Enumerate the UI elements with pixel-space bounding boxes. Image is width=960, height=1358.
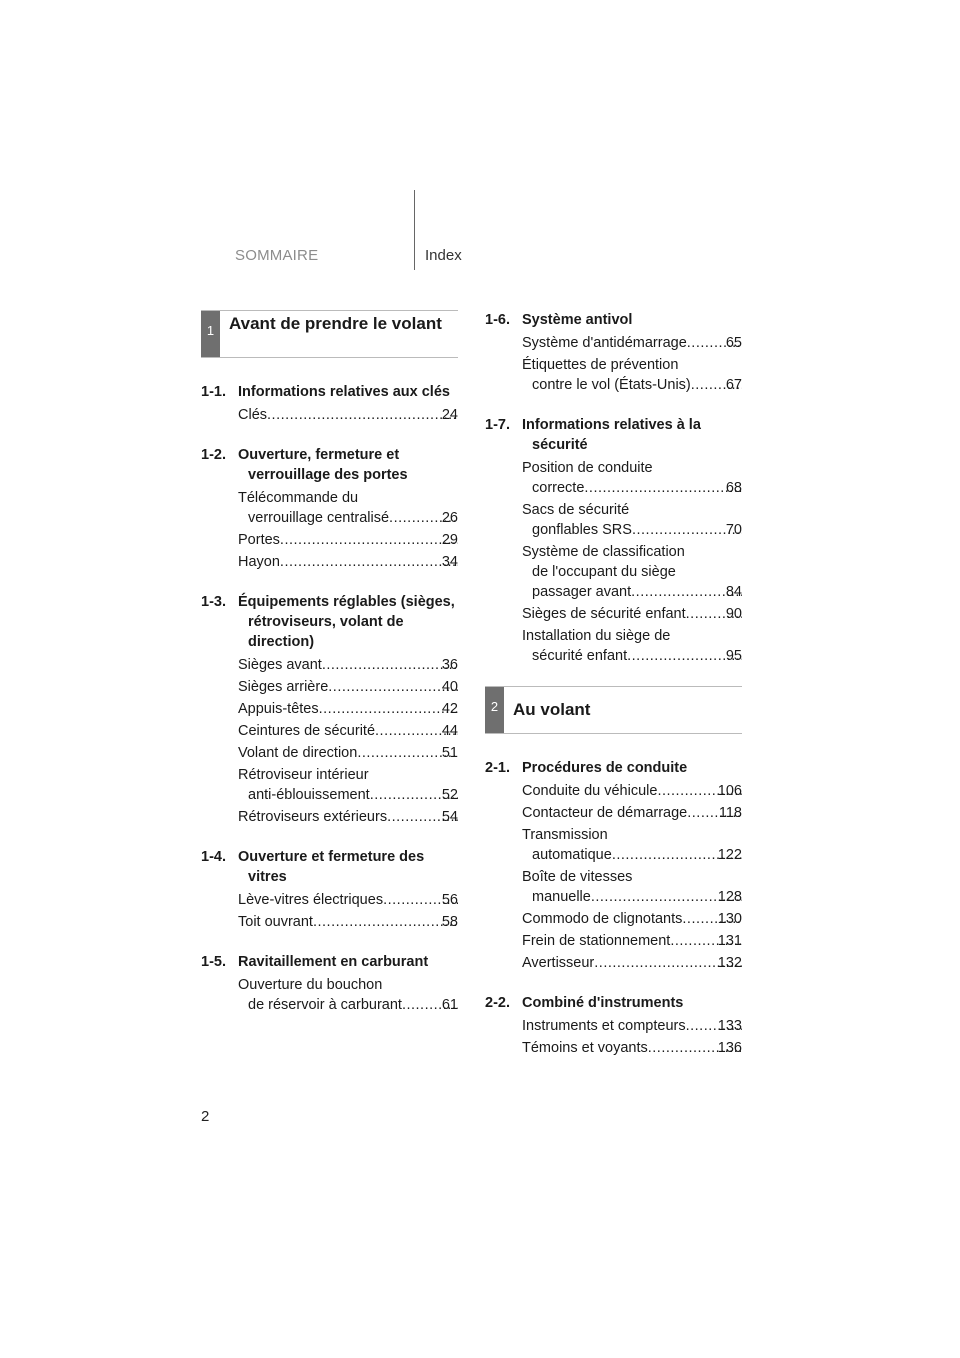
subsection-title: Équipements réglables (sièges, rétroviseurs, volant de direction)	[238, 594, 455, 650]
entry-text-line: Boîte de vitesses	[522, 869, 633, 885]
entry-leader	[238, 807, 458, 827]
entry-label: Toit ouvrant	[238, 914, 313, 930]
entry-page-number: 131	[717, 933, 742, 949]
entry-leader	[238, 995, 458, 1015]
subsection-number: 1-3.	[201, 594, 226, 610]
entry-page-number: 54	[441, 809, 458, 825]
entry-text-line: Position de conduite	[522, 460, 653, 476]
entry-page-number: 90	[725, 606, 742, 622]
entry-page-number: 34	[441, 554, 458, 570]
toc-entry[interactable]	[238, 530, 458, 550]
entry-label: Sièges arrière	[238, 679, 329, 695]
entry-label: Lève-vitres électriques	[238, 892, 384, 908]
entry-page-number: 42	[441, 701, 458, 717]
entry-leader	[522, 582, 742, 602]
entry-leader	[238, 655, 458, 675]
entry-label: anti-éblouissement	[248, 787, 370, 803]
toc-entry[interactable]	[238, 488, 458, 528]
entry-label: Hayon	[238, 554, 280, 570]
subsection-heading[interactable]	[201, 592, 458, 652]
entry-label: passager avant	[532, 584, 632, 600]
toc-entry[interactable]	[522, 604, 742, 624]
entry-page-number: 51	[441, 745, 458, 761]
subsection-title: Informations relatives à la sécurité	[522, 417, 701, 453]
subsection-number: 2-1.	[485, 760, 510, 776]
subsection-heading[interactable]	[485, 415, 742, 455]
entry-label: Portes	[238, 532, 280, 548]
entry-page-number: 24	[441, 407, 458, 423]
subsection-heading[interactable]	[201, 952, 458, 972]
subsection-heading[interactable]	[201, 847, 458, 887]
toc-entry[interactable]	[522, 1038, 742, 1058]
entry-page-number: 95	[725, 648, 742, 664]
toc-subsection	[201, 592, 458, 827]
toc-entry[interactable]	[238, 655, 458, 675]
toc-entry[interactable]	[238, 807, 458, 827]
toc-right-column	[485, 310, 742, 1078]
toc-entry[interactable]	[522, 909, 742, 929]
subsection-number: 1-2.	[201, 447, 226, 463]
toc-subsection	[485, 415, 742, 666]
subsection-title: Ouverture, fermeture et verrouillage des portes	[238, 447, 408, 483]
toc-entry[interactable]	[238, 552, 458, 572]
subsection-number: 1-5.	[201, 954, 226, 970]
toc-entry[interactable]	[238, 890, 458, 910]
entry-leader	[238, 743, 458, 763]
page-number: 2	[201, 1108, 210, 1125]
entry-label: Commodo de clignotants	[522, 911, 683, 927]
entry-label: Conduite du véhicule	[522, 783, 658, 799]
section-header	[201, 310, 458, 358]
entry-leader	[238, 677, 458, 697]
entry-label: gonflables SRS	[532, 522, 632, 538]
entry-label: verrouillage centralisé	[248, 510, 390, 526]
subsection-title: Procédures de conduite	[522, 760, 688, 776]
entry-leader	[238, 405, 458, 425]
toc-entry[interactable]	[238, 721, 458, 741]
toc-subsection	[201, 445, 458, 572]
entry-leader	[522, 781, 742, 801]
entry-label: manuelle	[532, 889, 591, 905]
entry-leader	[238, 785, 458, 805]
subsection-title: Combiné d'instruments	[522, 995, 684, 1011]
entry-leader	[522, 478, 742, 498]
entry-label: Témoins et voyants	[522, 1040, 648, 1056]
entry-label: Ceintures de sécurité	[238, 723, 376, 739]
subsection-heading[interactable]	[201, 445, 458, 485]
toc-entry[interactable]	[522, 953, 742, 973]
entry-label: de réservoir à carburant	[248, 997, 402, 1013]
entry-label: sécurité enfant	[532, 648, 628, 664]
entry-page-number: 61	[441, 997, 458, 1013]
entry-page-number: 106	[717, 783, 742, 799]
toc-entry[interactable]	[522, 355, 742, 395]
entry-label: Instruments et compteurs	[522, 1018, 686, 1034]
entry-label: automatique	[532, 847, 612, 863]
entry-leader	[522, 375, 742, 395]
toc-entry[interactable]	[238, 743, 458, 763]
entry-page-number: 70	[725, 522, 742, 538]
toc-entry[interactable]	[522, 825, 742, 865]
entry-label: Sièges de sécurité enfant	[522, 606, 686, 622]
entry-page-number: 130	[717, 911, 742, 927]
entry-text-line: Ouverture du bouchon	[238, 977, 383, 993]
section-header	[485, 686, 742, 734]
subsection-number: 2-2.	[485, 995, 510, 1011]
entry-text-line: Installation du siège de	[522, 628, 671, 644]
entry-leader	[522, 931, 742, 951]
section-number-tab: 1	[201, 311, 220, 357]
entry-label: Avertisseur	[522, 955, 595, 971]
entry-text-line: Télécommande du	[238, 490, 359, 506]
entry-leader	[522, 520, 742, 540]
entry-page-number: 132	[717, 955, 742, 971]
entry-label: Contacteur de démarrage	[522, 805, 688, 821]
entry-leader	[522, 887, 742, 907]
section-title[interactable]: Au volant	[513, 700, 591, 719]
toc-entry[interactable]	[522, 867, 742, 907]
entry-label: Clés	[238, 407, 268, 423]
toc-entry[interactable]	[522, 781, 742, 801]
entry-page-number: 29	[441, 532, 458, 548]
toc-entry[interactable]	[522, 542, 742, 602]
toc-subsection	[201, 952, 458, 1015]
entry-page-number: 36	[441, 657, 458, 673]
toc-entry[interactable]	[522, 803, 742, 823]
entry-leader	[238, 699, 458, 719]
entry-leader	[238, 530, 458, 550]
subsection-title: Ravitaillement en carburant	[238, 954, 429, 970]
subsection-number: 1-6.	[485, 312, 510, 328]
subsection-title: Ouverture et fermeture des vitres	[238, 849, 425, 885]
entry-label: Appuis-têtes	[238, 701, 319, 717]
entry-label: Frein de stationnement	[522, 933, 671, 949]
entry-label: Système d'antidémarrage	[522, 335, 687, 351]
entry-leader	[238, 890, 458, 910]
subsection-heading[interactable]	[485, 993, 742, 1013]
entry-text-line: Sacs de sécurité	[522, 502, 630, 518]
entry-leader	[522, 604, 742, 624]
entry-leader	[238, 552, 458, 572]
entry-page-number: 133	[717, 1018, 742, 1034]
entry-label: Volant de direction	[238, 745, 358, 761]
entry-text-line: Rétroviseur intérieur	[238, 767, 369, 783]
toc-entry[interactable]	[238, 677, 458, 697]
subsection-heading[interactable]	[485, 758, 742, 778]
entry-page-number: 40	[441, 679, 458, 695]
toc-entry[interactable]	[238, 405, 458, 425]
toc-entry[interactable]	[238, 699, 458, 719]
entry-text-line: de l'occupant du siège	[532, 564, 676, 580]
subsection-number: 1-7.	[485, 417, 510, 433]
entry-page-number: 118	[718, 805, 742, 821]
sommaire-link[interactable]: SOMMAIRE	[235, 247, 319, 264]
entry-page-number: 26	[441, 510, 458, 526]
subsection-number: 1-4.	[201, 849, 226, 865]
entry-leader	[522, 1016, 742, 1036]
entry-page-number: 67	[725, 377, 742, 393]
section-title[interactable]: Avant de prendre le volant	[229, 314, 442, 333]
entry-label: Rétroviseurs extérieurs	[238, 809, 388, 825]
toc-entry[interactable]	[522, 626, 742, 666]
entry-leader	[522, 646, 742, 666]
toc-entry[interactable]	[522, 931, 742, 951]
toc-entry[interactable]	[238, 975, 458, 1015]
entry-page-number: 68	[725, 480, 742, 496]
nav-divider	[414, 190, 415, 270]
entry-page-number: 56	[441, 892, 458, 908]
entry-leader	[238, 912, 458, 932]
entry-leader	[522, 909, 742, 929]
entry-text-line: Transmission	[522, 827, 608, 843]
subsection-title: Système antivol	[522, 312, 633, 328]
entry-page-number: 122	[717, 847, 742, 863]
entry-leader	[238, 508, 458, 528]
entry-label: Sièges avant	[238, 657, 322, 673]
entry-leader	[522, 1038, 742, 1058]
entry-page-number: 52	[441, 787, 458, 803]
entry-page-number: 58	[441, 914, 458, 930]
entry-leader	[522, 953, 742, 973]
entry-page-number: 44	[441, 723, 458, 739]
entry-page-number: 128	[717, 889, 742, 905]
entry-leader	[238, 721, 458, 741]
top-navigation	[0, 190, 960, 270]
subsection-title: Informations relatives aux clés	[238, 384, 450, 400]
entry-text-line: Étiquettes de prévention	[522, 357, 679, 373]
toc-entry[interactable]	[522, 1016, 742, 1036]
entry-page-number: 84	[725, 584, 742, 600]
toc-entry[interactable]	[238, 765, 458, 805]
toc-entry[interactable]	[522, 333, 742, 353]
subsection-heading[interactable]	[485, 310, 742, 330]
entry-leader	[522, 803, 742, 823]
toc-entry[interactable]	[238, 912, 458, 932]
entry-leader	[522, 845, 742, 865]
subsection-number: 1-1.	[201, 384, 226, 400]
entry-label: correcte	[532, 480, 585, 496]
entry-label: contre le vol (États-Unis)	[532, 377, 691, 393]
entry-page-number: 136	[717, 1040, 742, 1056]
toc-subsection	[485, 993, 742, 1058]
toc-subsection	[485, 310, 742, 395]
entry-text-line: Système de classification	[522, 544, 685, 560]
entry-leader	[522, 333, 742, 353]
toc-entry[interactable]	[522, 458, 742, 498]
toc-subsection	[201, 847, 458, 932]
toc-left-column	[201, 310, 458, 1035]
subsection-heading[interactable]	[201, 382, 458, 402]
toc-subsection	[485, 758, 742, 973]
toc-entry[interactable]	[522, 500, 742, 540]
toc-subsection	[201, 382, 458, 425]
entry-page-number: 65	[725, 335, 742, 351]
section-number-tab: 2	[485, 687, 504, 733]
index-link[interactable]: Index	[425, 247, 462, 264]
